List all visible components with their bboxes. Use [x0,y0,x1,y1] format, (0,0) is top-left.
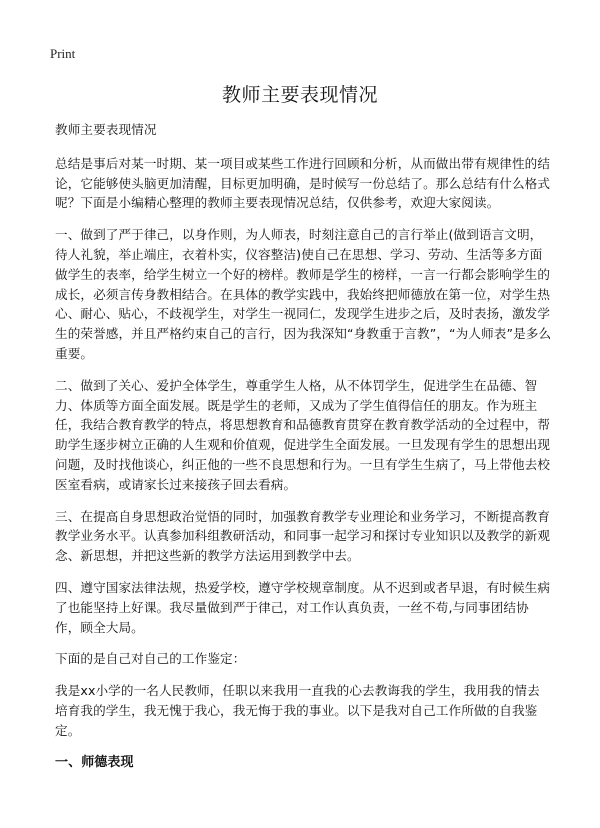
print-link[interactable]: Print [50,46,76,61]
point-four-paragraph: 四、遵守国家法律法规，热爱学校，遵守学校规章制度。从不迟到或者早退，有时候生病了也能坚持上好课。我尽量做到严于律己，对工作认真负责，一丝不苟,与同事团结协作，顾全大局。 [55,579,551,635]
appraisal-lead-paragraph: 下面的是自己对自己的工作鉴定： [55,651,246,667]
section-heading: 一、师德表现 [55,754,134,770]
article-body [55,120,552,772]
article-subtitle: 教师主要表现情况 [55,122,157,137]
point-two-paragraph: 二、做到了关心、爱护全体学生，尊重学生人格，从不体罚学生，促进学生在品德、智力、体质等方面全面发展。既是学生的老师，又成为了学生值得信任的朋友。作为班主任，我结合教育教学的特点，将思想教育和品德教育贯穿在教育教学活动的全过程中，帮助学生逐步树立正确的人生观和价值观，促进学生全面发展。一旦发现有学生的思想出现问题，及时找他谈心，纠正他的一些不良思想和行为。一旦有学生生病了，马上带他去校医室看病，或请家长过来接孩子回去看病。 [55,377,551,492]
point-three-paragraph: 三、在提高自身思想政治觉悟的同时，加强教育教学专业理论和业务学习，不断提高教育教学业务水平。认真参加科组教研活动，和同事一起学习和探讨专业知识以及教学的新观念、新思想，并把这些新的教学方法运用到教学中去。 [55,508,551,564]
self-appraisal-paragraph: 我是xx小学的一名人民教师，任职以来我用一直我的心去教诲我的学生，我用我的情去培育我的学生，我无愧于我心，我无悔于我的事业。以下是我对自己工作所做的自我鉴定。 [55,683,540,738]
point-one-paragraph: 一、做到了严于律己，以身作则，为人师表，时刻注意自己的言行举止(做到语言文明，待人礼貌，举止端庄，衣着朴实，仪容整洁)使自己在思想、学习、劳动、生活等多方面做学生的表率，给学生树立一个好的榜样。教师是学生的榜样，一言一行都会影响学生的成长，必须言传身教相结合。在具体的教学实践中，我始终把师德放在第一位，对学生热心、耐心、贴心，不歧视学生，对学生一视同仁，发现学生进步之后，及时表扬，激发学生的荣誉感，并且严格约束自己的言行，因为我深知“身教重于言教”，“为人师表”是多么重要。 [55,227,552,361]
intro-paragraph: 总结是事后对某一时期、某一项目或某些工作进行回顾和分析，从而做出带有规律性的结论，它能够使头脑更加清醒，目标更加明确，是时候写一份总结了。那么总结有什么格式呢？下面是小编精心整理的教师主要表现情况总结，仅供参考，欢迎大家阅读。 [55,155,551,211]
page-title: 教师主要表现情况 [221,84,378,106]
